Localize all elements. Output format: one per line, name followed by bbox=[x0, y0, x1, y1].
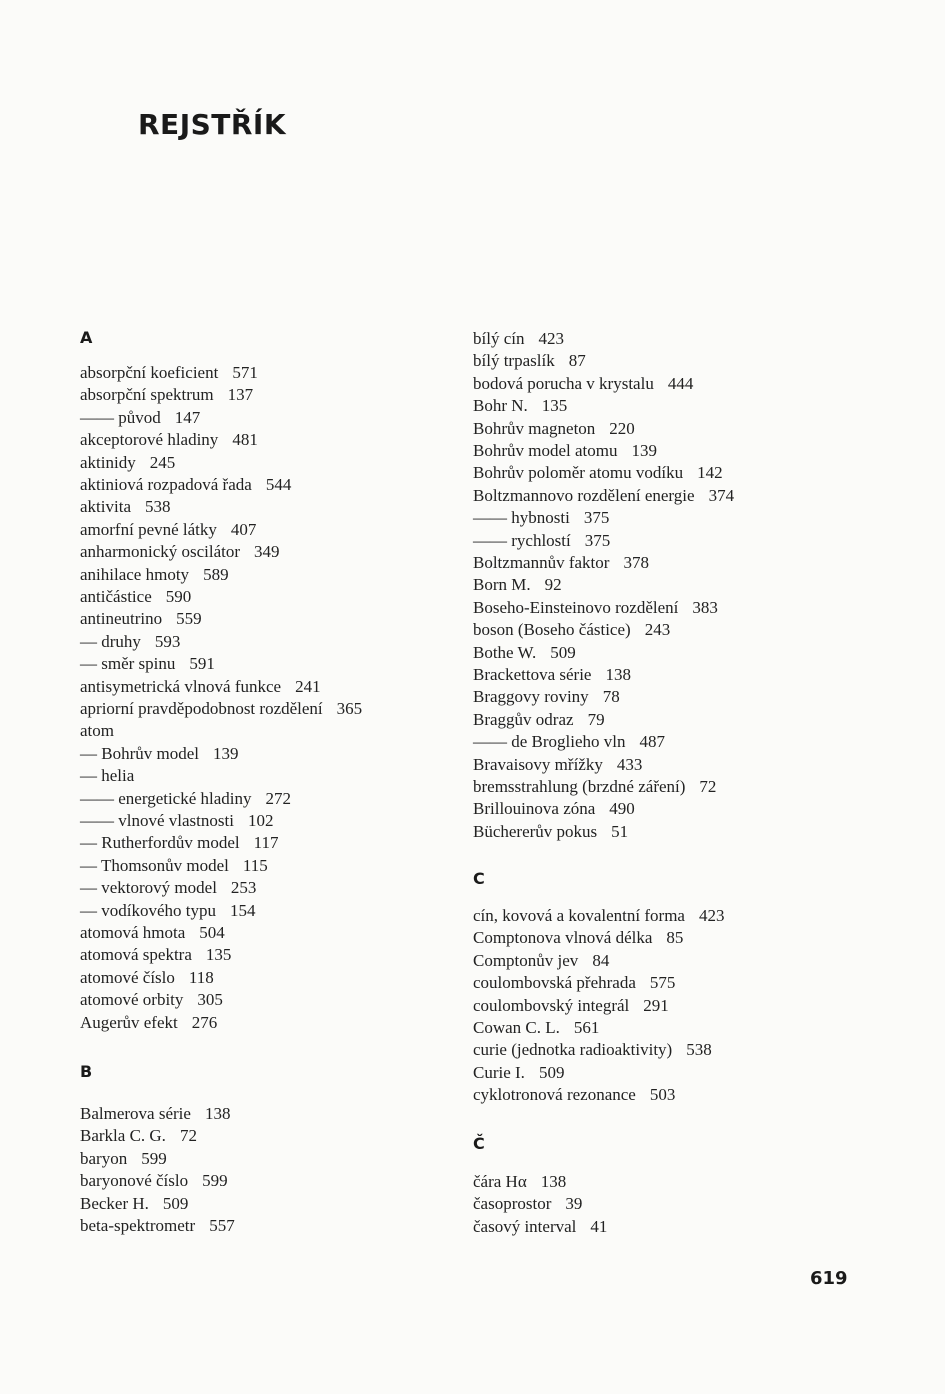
index-page-number: 147 bbox=[174, 407, 201, 427]
index-entry bbox=[473, 642, 576, 664]
index-term: —— rychlostí bbox=[473, 530, 571, 550]
index-page-number: 444 bbox=[667, 373, 694, 393]
index-page-number: 481 bbox=[232, 430, 258, 450]
index-term: Bohr N. bbox=[473, 396, 528, 416]
index-page-number: 87 bbox=[568, 351, 586, 371]
index-page-number: 154 bbox=[230, 900, 256, 920]
index-term: Bohrův model atomu bbox=[473, 441, 618, 460]
index-page-number: 490 bbox=[609, 799, 635, 819]
index-page-number: 487 bbox=[639, 732, 666, 752]
index-page-number: 220 bbox=[609, 418, 635, 438]
index-entry bbox=[473, 574, 562, 596]
index-term: —— de Broglieho vln bbox=[473, 732, 626, 752]
index-page-number: 557 bbox=[209, 1216, 235, 1235]
index-entry bbox=[80, 1215, 235, 1237]
index-term: antisymetrická vlnová funkce bbox=[80, 676, 282, 696]
index-term: Bohrův poloměr atomu vodíku bbox=[473, 463, 684, 483]
index-entry bbox=[80, 608, 202, 630]
index-term: coulombovský integrál bbox=[473, 995, 630, 1015]
index-page-number: 375 bbox=[584, 530, 611, 550]
index-entry bbox=[473, 619, 670, 641]
index-entry bbox=[80, 631, 180, 653]
index-term: baryonové číslo bbox=[80, 1171, 189, 1191]
index-term: Bohrův magneton bbox=[473, 418, 596, 438]
index-page-number: 72 bbox=[179, 1126, 197, 1146]
index-term: antičástice bbox=[80, 587, 152, 606]
index-entry bbox=[80, 1148, 167, 1170]
index-page-number: 139 bbox=[213, 743, 239, 763]
index-page-number: 72 bbox=[699, 777, 717, 796]
index-term: atomové orbity bbox=[80, 990, 184, 1010]
index-page-number: 374 bbox=[708, 485, 735, 505]
index-entry bbox=[80, 855, 268, 877]
index-entry bbox=[473, 418, 635, 440]
index-page-number: 102 bbox=[247, 811, 274, 830]
index-entry bbox=[80, 384, 253, 406]
index-term: Balmerova série bbox=[80, 1104, 191, 1123]
index-term: —— původ bbox=[80, 407, 161, 427]
index-entry bbox=[473, 821, 628, 843]
index-entry bbox=[473, 485, 734, 507]
index-entry bbox=[473, 373, 693, 395]
index-entry bbox=[80, 407, 200, 429]
index-page-number: 433 bbox=[616, 754, 643, 774]
index-term: antineutrino bbox=[80, 609, 163, 629]
index-term: — vektorový model bbox=[80, 878, 217, 898]
index-entry bbox=[80, 832, 278, 854]
index-entry bbox=[80, 877, 256, 899]
index-entry bbox=[473, 731, 665, 753]
index-page-number: 589 bbox=[203, 564, 229, 584]
index-page-number: 575 bbox=[649, 973, 676, 993]
index-page-number: 599 bbox=[202, 1171, 228, 1191]
index-entry bbox=[473, 995, 669, 1017]
index-page-number: 593 bbox=[154, 631, 181, 651]
index-term: —— hybnosti bbox=[473, 508, 570, 528]
index-term: Bothe W. bbox=[473, 642, 537, 662]
index-term: Boltzmannův faktor bbox=[473, 553, 610, 572]
index-entry bbox=[473, 440, 657, 462]
index-entry bbox=[80, 743, 239, 765]
index-term: Boseho-Einsteinovo rozdělení bbox=[473, 597, 679, 617]
index-page-number: 78 bbox=[602, 687, 620, 707]
index-page-number: 538 bbox=[144, 497, 171, 517]
index-entry bbox=[80, 989, 223, 1011]
index-page-number: 378 bbox=[623, 553, 649, 572]
index-entry bbox=[473, 927, 683, 949]
index-page-number: 291 bbox=[643, 995, 669, 1015]
index-entry bbox=[473, 905, 724, 927]
index-term: absorpční koeficient bbox=[80, 363, 219, 382]
index-term: akceptorové hladiny bbox=[80, 430, 219, 450]
index-term: Braggovy roviny bbox=[473, 687, 589, 707]
index-term: atom bbox=[80, 721, 114, 741]
index-term: Bravaisovy mřížky bbox=[473, 754, 603, 774]
index-entry bbox=[80, 496, 170, 518]
index-term: časoprostor bbox=[473, 1194, 552, 1214]
index-page-number: 138 bbox=[605, 665, 631, 684]
index-entry bbox=[473, 1017, 599, 1039]
index-term: bílý cín bbox=[473, 329, 525, 348]
index-term: Braggův odraz bbox=[473, 709, 574, 729]
index-entry bbox=[80, 429, 258, 451]
index-entry bbox=[473, 798, 635, 820]
index-entry bbox=[80, 720, 114, 742]
index-entry bbox=[473, 776, 716, 798]
index-term: — Rutherfordův model bbox=[80, 833, 240, 853]
index-page-number: 365 bbox=[336, 699, 363, 718]
index-entry bbox=[80, 653, 215, 675]
section-letter: B bbox=[80, 1062, 93, 1081]
index-entry bbox=[80, 519, 256, 541]
index-entry bbox=[80, 944, 231, 966]
index-term: — druhy bbox=[80, 631, 141, 651]
index-term: amorfní pevné látky bbox=[80, 519, 217, 539]
index-page-number: 51 bbox=[611, 821, 629, 841]
index-entry bbox=[80, 362, 258, 384]
index-entry bbox=[473, 686, 620, 708]
index-page-number: 117 bbox=[253, 833, 279, 853]
index-term: —— vlnové vlastnosti bbox=[80, 811, 234, 830]
index-entry bbox=[80, 788, 291, 810]
index-term: bremsstrahlung (brzdné záření) bbox=[473, 777, 686, 796]
index-entry bbox=[473, 664, 631, 686]
index-page-number: 571 bbox=[232, 363, 258, 382]
index-term: Curie I. bbox=[473, 1062, 525, 1082]
index-page-number: 137 bbox=[227, 385, 254, 405]
index-term: Cowan C. L. bbox=[473, 1018, 560, 1037]
index-term: —— energetické hladiny bbox=[80, 788, 252, 808]
index-page-number: 138 bbox=[204, 1104, 231, 1123]
index-entry bbox=[80, 676, 321, 698]
index-page-number: 305 bbox=[197, 990, 223, 1010]
index-term: čára Hα bbox=[473, 1172, 527, 1191]
index-term: — vodíkového typu bbox=[80, 900, 216, 920]
index-term: Comptonův jev bbox=[473, 950, 579, 970]
index-term: aktivita bbox=[80, 497, 131, 517]
index-entry bbox=[473, 462, 723, 484]
index-entry bbox=[80, 900, 256, 922]
index-entry bbox=[473, 530, 610, 552]
index-page-number: 84 bbox=[592, 950, 610, 970]
index-page-number: 245 bbox=[149, 452, 176, 472]
index-term: Augerův efekt bbox=[80, 1012, 178, 1032]
index-entry bbox=[80, 586, 191, 608]
index-term: apriorní pravděpodobnost rozdělení bbox=[80, 699, 323, 718]
index-page-number: 79 bbox=[587, 709, 605, 729]
index-term: anihilace hmoty bbox=[80, 564, 190, 584]
index-entry bbox=[473, 1193, 582, 1215]
index-term: beta-spektrometr bbox=[80, 1216, 196, 1235]
index-page-number: 544 bbox=[265, 475, 292, 494]
index-term: aktiniová rozpadová řada bbox=[80, 475, 252, 494]
index-page-number: 509 bbox=[538, 1062, 565, 1082]
index-term: — helia bbox=[80, 766, 135, 786]
index-page-number: 503 bbox=[649, 1085, 676, 1105]
index-entry bbox=[473, 972, 675, 994]
index-page-number: 243 bbox=[644, 620, 671, 640]
section-letter: C bbox=[473, 869, 485, 888]
index-entry bbox=[473, 950, 609, 972]
index-entry bbox=[473, 328, 564, 350]
index-entry bbox=[80, 541, 280, 563]
index-page-number: 241 bbox=[295, 676, 321, 696]
index-entry bbox=[80, 474, 291, 496]
index-term: coulombovská přehrada bbox=[473, 973, 636, 993]
index-term: cyklotronová rezonance bbox=[473, 1085, 636, 1105]
index-entry bbox=[80, 765, 134, 787]
index-term: bodová porucha v krystalu bbox=[473, 373, 654, 393]
index-term: Born M. bbox=[473, 575, 531, 595]
index-entry bbox=[80, 967, 214, 989]
index-entry bbox=[473, 1039, 712, 1061]
index-term: — Thomsonův model bbox=[80, 855, 229, 875]
index-entry bbox=[473, 1062, 564, 1084]
index-term: Büchererův pokus bbox=[473, 821, 598, 841]
index-page-number: 559 bbox=[176, 609, 202, 629]
index-entry bbox=[80, 1125, 197, 1147]
index-page-number: 139 bbox=[631, 441, 657, 460]
index-term: curie (jednotka radioaktivity) bbox=[473, 1040, 673, 1060]
index-term: Comptonova vlnová délka bbox=[473, 928, 653, 948]
index-term: časový interval bbox=[473, 1216, 577, 1236]
index-page-number: 276 bbox=[191, 1012, 218, 1032]
index-entry bbox=[80, 922, 225, 944]
index-term: — Bohrův model bbox=[80, 743, 199, 763]
index-entry bbox=[473, 552, 649, 574]
index-page-number: 591 bbox=[189, 654, 215, 674]
index-entry bbox=[473, 597, 718, 619]
index-page-number: 85 bbox=[666, 928, 684, 948]
page-number: 619 bbox=[810, 1268, 848, 1289]
index-entry bbox=[473, 395, 567, 417]
index-page-number: 599 bbox=[141, 1148, 167, 1168]
index-page-number: 41 bbox=[590, 1216, 608, 1236]
index-entry bbox=[473, 350, 586, 372]
index-page-number: 138 bbox=[540, 1172, 567, 1191]
index-term: atomová hmota bbox=[80, 923, 186, 942]
index-page-number: 383 bbox=[692, 597, 718, 617]
index-entry bbox=[80, 1193, 188, 1215]
page-title: REJSTŘÍK bbox=[138, 108, 287, 141]
index-page-number: 590 bbox=[165, 587, 192, 606]
index-page-number: 39 bbox=[565, 1194, 583, 1214]
index-term: anharmonický oscilátor bbox=[80, 542, 241, 562]
index-page-number: 135 bbox=[541, 396, 568, 416]
index-entry bbox=[80, 1012, 217, 1034]
index-entry bbox=[80, 698, 362, 720]
index-term: Brackettova série bbox=[473, 665, 592, 684]
index-term: boson (Boseho částice) bbox=[473, 620, 631, 640]
index-term: Boltzmannovo rozdělení energie bbox=[473, 485, 695, 505]
index-page-number: 92 bbox=[544, 575, 562, 595]
index-page-number: 509 bbox=[162, 1193, 189, 1213]
index-entry bbox=[80, 452, 175, 474]
index-term: Barkla C. G. bbox=[80, 1126, 166, 1146]
index-entry bbox=[473, 507, 609, 529]
index-entry bbox=[473, 754, 642, 776]
section-letter: A bbox=[80, 328, 93, 347]
index-page-number: 253 bbox=[230, 878, 257, 898]
index-term: atomové číslo bbox=[80, 967, 175, 987]
index-term: — směr spinu bbox=[80, 654, 176, 674]
index-page-number: 142 bbox=[697, 463, 723, 483]
index-entry bbox=[473, 709, 605, 731]
index-term: atomová spektra bbox=[80, 945, 192, 965]
index-page-number: 407 bbox=[230, 519, 257, 539]
index-page-number: 349 bbox=[254, 542, 280, 562]
index-entry bbox=[473, 1084, 675, 1106]
index-term: Brillouinova zóna bbox=[473, 799, 596, 819]
index-page-number: 118 bbox=[188, 967, 214, 987]
index-entry bbox=[473, 1216, 607, 1238]
index-entry bbox=[80, 810, 273, 832]
index-term: absorpční spektrum bbox=[80, 385, 214, 405]
index-entry bbox=[80, 564, 229, 586]
index-entry bbox=[473, 1171, 566, 1193]
index-page-number: 509 bbox=[550, 642, 576, 662]
index-term: bílý trpaslík bbox=[473, 351, 555, 371]
section-letter: Č bbox=[473, 1134, 485, 1153]
index-term: baryon bbox=[80, 1148, 128, 1168]
index-page-number: 375 bbox=[583, 508, 610, 528]
index-page-number: 423 bbox=[538, 329, 564, 348]
index-page-number: 504 bbox=[199, 923, 225, 942]
index-page-number: 135 bbox=[205, 945, 232, 965]
index-entry bbox=[80, 1170, 228, 1192]
index-page-number: 272 bbox=[265, 788, 292, 808]
index-term: aktinidy bbox=[80, 452, 136, 472]
index-term: cín, kovová a kovalentní forma bbox=[473, 906, 685, 925]
index-page-number: 115 bbox=[242, 855, 268, 875]
index-page-number: 423 bbox=[698, 906, 725, 925]
index-term: Becker H. bbox=[80, 1193, 149, 1213]
index-page-number: 561 bbox=[573, 1018, 600, 1037]
index-page-number: 538 bbox=[686, 1040, 712, 1060]
index-entry bbox=[80, 1103, 230, 1125]
